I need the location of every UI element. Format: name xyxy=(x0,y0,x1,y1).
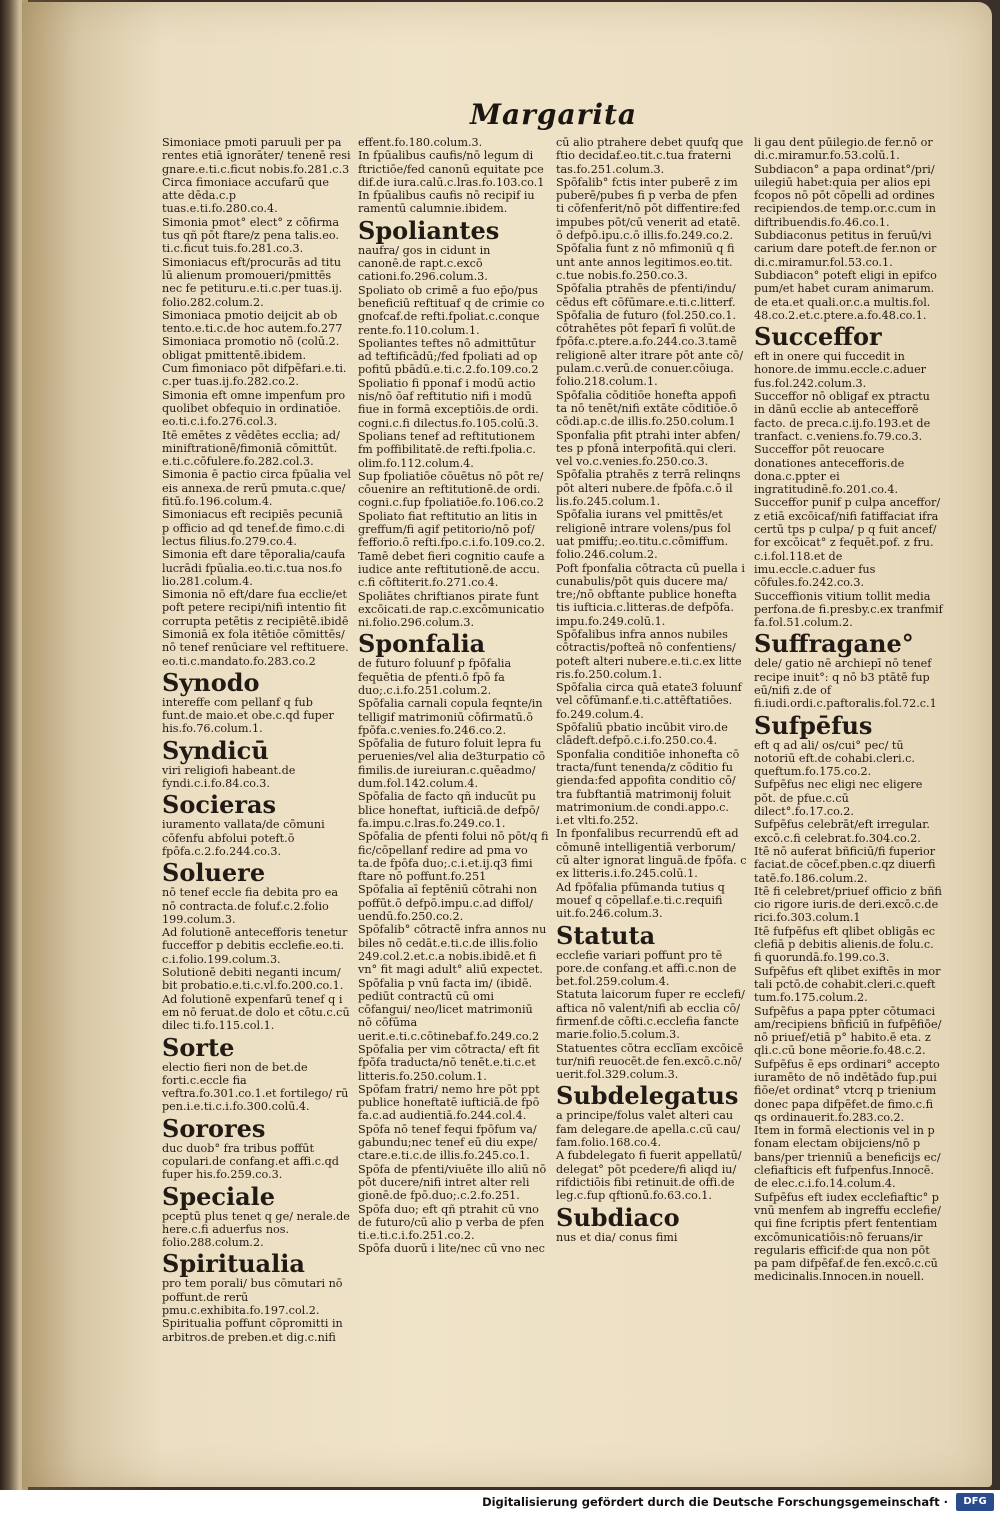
index-entry: Spoliato fiat reftitutio an litis in greffum/fi agif petitorio/nō pof/ fefforio.ō refti.fpo.c.i.fo.109.co.2. xyxy=(358,509,546,550)
index-entry: Itē fi celebret/priuef officio z bñfi cio rigore iuris.de deri.excō.c.de rici.fo.303.colum.1 xyxy=(754,884,942,925)
index-entry: Spōfalia iurans vel pmittēs/et religionē intrare volens/pus fol uat pmiffu;.eo.titu.c.cōmiffum. folio.246.colum.2. xyxy=(556,508,731,562)
entry-headword: Succeffor xyxy=(754,322,882,352)
index-entry: Simonia ē pactio circa fpūalia vel eis annexa.de rerū pmuta.c.que/ fitū.fo.196.colum.4. xyxy=(162,468,351,509)
index-entry: Spolians tenef ad reftitutionem fm poffibilitatē.de refti.fpolia.c. olim.fo.112.colum.4. xyxy=(358,429,536,470)
index-entry: Spōfalia p vnū facta im/ (ibidē. pediūt contractū cū omi cōfangui/ neo/licet matrimoniū nō cōfūma uerit.e.ti.c.cōtinebaf.fo.249.co.2 xyxy=(358,976,540,1043)
index-entry: Sufpēfus ē eps ordinari° accepto iuramēto de nō indētādo fup.pui fiōe/et ordinat° vtcrq p trienium donec papa difpēfet.de fimo.c.fi qs ordinauerit.fo.283.co.2. xyxy=(754,1057,940,1124)
entry-headword: Syndicū xyxy=(162,735,269,765)
index-entry: Tamē debet fieri cognitio caufe a iudice ante reftitutionē.de accu. c.fi cōftiterit.fo.271.co.4. xyxy=(358,549,545,590)
index-entry: eft in onere qui fuccedit in honore.de immu.eccle.c.aduer fus.fol.242.colum.3. xyxy=(754,350,927,390)
index-entry: Sup fpoliatiōe cōuētus nō pōt re/ cōuenire an reftitutionē.de ordi. cogni.c.fup fpoliatiōe.fo.106.co.2 xyxy=(358,469,544,510)
index-entry: Sufpēfus celebrāt/eft irregular. excō.c.fi celebrat.fo.304.co.2. xyxy=(754,818,930,845)
index-entry: Spōfa duo; eft qñ ptrahit cū vno de futuro/cū alio p verba de pfen ti.e.ti.c.i.fo.251.co.2. xyxy=(358,1202,545,1243)
index-entry: Spōfalibus infra annos nubiles cōtractis/pofteā nō confentiens/ poteft alteri nubere.e.ti.c.ex litte ris.fo.250.colum.1. xyxy=(556,627,742,681)
index-entry: Sufpēfus a papa ppter cōtumaci am/recipiens bñficiū in fufpēfiōe/ nō priuef/etiā p° habito.ē eta. z qli.c.cū bone mēorie.fo.48.c.2. xyxy=(754,1004,942,1058)
index-entry: Sufpēfus eft iudex ecclefiaftic° p vnū menfem ab ingreffu ecclefie/ qui fine fcriptis pfert fententiam excōmunicatiōis:nō feruans/ir regularis efficif:de qua non pōt pa pam difpēfaf.de fen.excō.c.cū medicinalis.Innocen.in nouell. xyxy=(754,1190,941,1284)
index-entry: Spōfalia de facto qñ inducūt pu blice honeftat, iufticiā.de defpō/ fa.impu.c.lras.fo.249.co.1. xyxy=(358,790,540,830)
entry-headword: Sorores xyxy=(162,1113,266,1143)
index-entry: Subdiacon° poteft eligi in epifco pum/et habet curam animarum. de eta.et quali.or.c.a multis.fol. 48.co.2.et.c.ptere.a.fo.48.co.1. xyxy=(754,268,937,322)
index-entry: Succeffor punif p culpa anceffor/ z etiā excōicaf/nifi fatiffaciat ifra certū tps p culpa/ p q fuit ancef/ for excōicat° z fequēt.pof. z fru. c.i.fol.118.et de imu.eccle.c.aduer fus cōfules.fo.242.co.3. xyxy=(754,496,941,590)
index-entry: Spiritualia poffunt cōpromitti in arbitros.de preben.et dig.c.nifi xyxy=(162,1317,343,1344)
index-entry: Sufpēfus eft qlibet exiftēs in mor tali pctō.de cohabit.cleri.c.queft tum.fo.175.colum.2. xyxy=(754,964,941,1005)
index-entry: Spōfa de pfenti/viuēte illo aliū nō pōt ducere/nifi intret alter reli gionē.de fpō.duo;.c.2.fo.251. xyxy=(358,1162,547,1203)
index-entry: Itē fufpēfus eft qlibet obligās ec clefiā p debitis alienis.de folu.c. fi quorundā.fo.199.co.3. xyxy=(754,924,936,965)
entry-headword: Socieras xyxy=(162,790,277,820)
index-entry: Simoniace pmoti paruuli per pa rentes etiā ignorāter/ tenenē resi gnare.e.ti.c.ficut nobis.fo.281.c.3 xyxy=(162,136,351,176)
entry-headword: Sorte xyxy=(162,1032,235,1062)
index-entry: Spoliātes chriftianos pirate funt excōicati.de rap.c.excōmunicatio ni.folio.296.colum.3. xyxy=(358,589,545,630)
index-entry: a principe/folus valet alteri cau fam delegare.de apella.c.cū cau/ fam.folio.168.co.4. xyxy=(556,1109,741,1150)
index-entry: viri religiofi habeant.de fyndi.c.i.fo.84.co.3. xyxy=(162,763,296,791)
index-entry: Circa fimoniace accufarū que atte dēda.c.p tuas.e.ti.fo.280.co.4. xyxy=(162,175,329,216)
index-entry: Poft fponfalia cōtracta cū puella i cunabulis/pōt quis ducere ma/ tre;/nō obftante publice honefta tis iufticia.c.litteras.de defpōfa. impu.fo.249.colū.1. xyxy=(556,561,745,628)
running-title: Margarita xyxy=(470,98,638,131)
index-entry: eft q ad ali/ os/cui° pec/ tū notoriū eft.de cohabi.cleri.c. queftum.fo.175.co.2. xyxy=(754,738,915,779)
index-entry: Succeffor pōt reuocare donationes antecefforis.de dona.c.ppter ei ingratitudinē.fo.201.co.4. xyxy=(754,443,905,497)
entry-headword: Synodo xyxy=(162,667,260,697)
text-column-4 xyxy=(754,136,944,1286)
index-entry: Spōfalia de futuro foluit lepra fu peruenies/vel alia de3turpatio cō fimilis.de iureiuran.c.quēadmo/ dum.fol.142.colum.4. xyxy=(358,737,546,791)
entry-headword: Sufpēfus xyxy=(754,710,873,740)
index-entry: Spōfalia ptrahēs z terrā relinqns pōt alteri nubere.de fpōfa.c.ō il lis.fo.245.colum.1. xyxy=(556,468,741,509)
index-entry: Spōfalia de pfenti folui nō pōt/q fi fic/cōpellanf redire ad pma vo ta.de fpōfa duo;.c.i.et.ij.q3 fimi ftare nō poffunt.fo.251 xyxy=(358,830,549,884)
text-column-3 xyxy=(556,136,748,1286)
index-entry: Ad folutionē antecefforis tenetur fucceffor p debitis ecclefie.eo.ti. c.i.folio.199.colum.3. xyxy=(162,926,348,966)
index-entry: Spōfalia cōditiōe honefta appofi ta nō tenēt/nifi extāte cōditiōe.ō cōdi.ap.c.de illis.fo.250.colum.1 xyxy=(556,388,738,429)
index-entry: electio fieri non de bet.de forti.c.eccle fia veftra.fo.301.co.1.et fortilego/ rū pen.i.e.ti.c.i.fo.300.colū.4. xyxy=(162,1060,349,1114)
text-column-1 xyxy=(162,136,352,1344)
entry-headword: Spoliantes xyxy=(358,215,500,245)
index-entry: In fpūalibus caufis/nō legum di ftrictiōe/fed canonū equitate pce dif.de iura.calū.c.lras.fo.103.co.1 xyxy=(358,149,545,189)
index-entry: Sponfalia conditiōe inhonefta cō tracta/funt tenenda/z cōditio fu gienda:fed appofita conditio cō/ tra fubftantiā matrimonij foluit matrimonium.de condi.appo.c. i.et vlti.fo.252. xyxy=(556,747,740,828)
index-entry: Spōfa duorū i lite/nec cū vno nec xyxy=(358,1242,545,1256)
index-entry: Simoniacus eft/procurās ad titu lū alienum promoueri/pmittēs nec fe petituru.e.ti.c.per tuas.ij. folio.282.colum.2. xyxy=(162,255,343,309)
text-column-2 xyxy=(358,136,550,1286)
index-entry: nus et dia/ conus fimi xyxy=(556,1230,678,1244)
index-entry: Simoniaca promotio nō (colū.2. obligat pmittentē.ibidem. xyxy=(162,335,340,362)
index-entry: pro tem porali/ bus cōmutari nō poffunt.de rerū pmu.c.exhibita.fo.197.col.2. xyxy=(162,1277,343,1318)
entry-headword: Sponfalia xyxy=(358,629,486,659)
entry-headword: Statuta xyxy=(556,920,656,950)
index-entry: Spōfalia aī feptēniū cōtrahi non poffūt.ō defpō.impu.c.ad diffol/ uendū.fo.250.co.2. xyxy=(358,883,538,924)
index-entry: intereffe com pellanf q fub funt.de maio.et obe.c.qd fuper his.fo.76.colum.1. xyxy=(162,695,334,736)
index-entry: Subdiacon° a papa ordinat°/pri/ uilegiū habet:quia per alios epi fcopos nō pōt cōpelli ad ordines recipiendos.de temp.or.c.cum in diftribuendis.fo.46.co.1. xyxy=(754,162,937,229)
index-entry: Spōfalia funt z nō mfimoniū q fi unt ante annos legitimos.eo.tit. c.tue nobis.fo.250.co.3. xyxy=(556,242,735,282)
index-entry: Sponfalia pfit ptrahi inter abfen/ tes p pfonā interpofitā.qui cleri. vel vo.c.venies.fo.250.co.3. xyxy=(556,428,741,469)
index-entry: Spoliato ob crimē a fuo ep̄o/pus beneficiū reftituaf q de crimie co gnofcaf.de refti.fpoliat.c.conque rente.fo.110.colum.1. xyxy=(358,283,545,337)
entry-headword: Soluere xyxy=(162,858,266,888)
index-entry: A fubdelegato fi fuerit appellatū/ delegat° pōt pcedere/fi aliqd iu/ rifdictiōis fibi retinuit.de offi.de leg.c.fup qftionū.fo.63.co.1. xyxy=(556,1149,742,1203)
index-entry: Solutionē debiti neganti incum/ bit probatio.e.ti.c.vl.fo.200.co.1. xyxy=(162,966,344,993)
index-entry: Simoniacus eft recipiēs pecuniā p officio ad qd tenef.de fimo.c.di lectus filius.fo.279.co.4. xyxy=(162,508,345,548)
index-entry: Itē nō auferat bñficiū/fi fuperior faciat.de cōcef.pben.c.qz diuerfi tatē.fo.186.colum.2. xyxy=(754,844,936,885)
index-entry: Simonia eft dare tēporalia/caufa lucrādi fpūalia.eo.ti.c.tua nos.fo lio.281.colum.4. xyxy=(162,548,346,588)
index-entry: Simonia pmot° elect° z cōfirma tus qñ pōt ftare/z pena talis.eo. ti.c.ficut tuis.fo.281.co.3. xyxy=(162,215,340,256)
index-entry: Spōfam fratri/ nemo hre pōt ppt publice honeftatē iufticiā.de fpō fa.c.ad audientiā.fo.244.col.4. xyxy=(358,1082,540,1123)
index-entry: Statuta laicorum fuper re ecclefi/ aftica nō valent/nifi ab ecclia cō/ firmenf.de cōfti.c.ecclefia fancte marie.folio.5.colum.3. xyxy=(556,988,745,1042)
entry-headword: Subdiaco xyxy=(556,1202,680,1232)
index-entry: dele/ gatio nē archiepī nō tenef recipe inuit°: q nō b3 ptātē fup eū/nifi z.de of fi.iudi.ordi.c.paftoralis.fol.72.c.1 xyxy=(754,657,937,711)
index-entry: Succeffor nō obligaf ex ptractu in dānū ecclie ab antecefforē facto. de preca.c.ij.fo.193.et de tranfact. c.veniens.fo.79.co.3. xyxy=(754,390,931,443)
index-entry: Spoliantes teftes nō admittūtur ad teftificādū;/fed fpoliati ad op pofitū pbādū.e.ti.c.2.fo.109.co.2 xyxy=(358,336,539,377)
index-entry: pceptū plus tenet q ge/ nerale.de here.c.fi aduerfus nos. folio.288.colum.2. xyxy=(162,1209,350,1250)
index-entry: li gau dent pūilegio.de fer.nō or di.c.miramur.fo.53.colū.1. xyxy=(754,136,933,163)
index-entry: Spōfalia per vim cōtracta/ eft fit fpōfa traducta/nō tenēt.e.ti.c.et litteris.fo.250.colum.1. xyxy=(358,1043,540,1083)
funding-notice: Digitalisierung gefördert durch die Deutsche Forschungsgemeinschaft · xyxy=(482,1495,948,1509)
index-entry: Cum fimoniaco pōt difpēfari.e.ti. c.per tuas.ij.fo.282.co.2. xyxy=(162,362,347,389)
index-entry: effent.fo.180.colum.3. xyxy=(358,136,483,149)
index-entry: Spōfalia ptrahēs de pfenti/indu/ cēdus eft cōfūmare.e.ti.c.litterf. xyxy=(556,282,736,309)
index-entry: Simonia nō eft/dare fua ecclie/et poft petere recipi/nifi intentio fit corrupta petētis z recipiētē.ibidē xyxy=(162,588,349,628)
dfg-logo: DFG xyxy=(956,1493,994,1511)
index-entry: Spōfalib° fctis inter puberē z im puberē/pubes fi p verba de pfen ti cōfenferit/nō pōt diffentire:fed impubes pōt/cū venerit ad etatē. ō defpō.ipu.c.ō illis.fo.249.co.2. xyxy=(556,175,741,243)
index-entry: nō tenef eccle fia debita pro ea nō contracta.de foluf.c.2.folio 199.colum.3. xyxy=(162,886,339,926)
index-entry: Spōfa nō tenef fequi fpōfum va/ gabundu;nec tenef eū diu expe/ ctare.e.ti.c.de illis.fo.245.co.1. xyxy=(358,1122,538,1163)
entry-headword: Speciale xyxy=(162,1181,276,1211)
index-entry: naufra/ gos in cidunt in canonē.de rapt.c.excō cationi.fo.296.colum.3. xyxy=(358,243,491,284)
entry-headword: Spiritualia xyxy=(162,1249,305,1279)
index-entry: iuramento vallata/de cōmuni cōfenfu abfolui poteft.ō fpōfa.c.2.fo.244.co.3. xyxy=(162,818,325,858)
index-entry: Ad fpōfalia pfūmanda tutius q mouef q cōpellaf.e.ti.c.requifi uit.fo.246.colum.3. xyxy=(556,880,725,921)
index-entry: duc duob° fra tribus poffūt copulari.de confang.et affi.c.qd fuper his.fo.259.co.3. xyxy=(162,1141,339,1182)
index-entry: Ad folutionē expenfarū tenef q i em nō feruat.de dolo et cōtu.c.cū dilec ti.fo.115.col.1. xyxy=(162,992,350,1033)
index-entry: ecclefie variari poffunt pro tē pore.de confang.et affi.c.non de bet.fol.259.colum.4. xyxy=(556,948,737,989)
page-gutter-shadow xyxy=(22,0,162,1490)
index-entry: Simonia eft omne impenfum pro quolibet obfequio in ordinatiōe. eo.ti.c.i.fo.276.col.3. xyxy=(162,388,346,429)
index-entry: Subdiaconus petitus in feruū/vi carium dare poteft.de fer.non or di.c.miramur.fol.53.co.1. xyxy=(754,229,937,269)
index-entry: Spōfalib° cōtractē infra annos nu biles nō cedāt.e.ti.c.de illis.folio 249.col.2.et.c.a nobis.ibidē.et fi vn° fit magi adult° aliū expectet. xyxy=(358,923,547,977)
index-entry: Statuentes cōtra ecclīam excōicē tur/nifi reuocēt.de fen.excō.c.nō/ uerit.fol.329.colum.3. xyxy=(556,1041,744,1082)
index-entry: Simoniā ex fola itētiōe cōmittēs/ nō tenef renūciare vel reftituere. eo.ti.c.mandato.fo.283.co.2 xyxy=(162,627,349,668)
index-entry: Spōfalia circa quā etate3 foluunf vel cōfūmanf.e.ti.c.attēftatiōes. fo.249.colum.4. xyxy=(556,681,742,721)
index-entry: Item in formā electionis vel in p fonam electam obijciens/nō p bans/per trienniū a beneficijs ec/ clefiafticis eft fufpenfus.Innocē. de elec.c.i.fo.14.colum.4. xyxy=(754,1124,941,1191)
index-entry: Spōfalia carnali copula feqnte/in telligif matrimoniū cōfirmatū.ō fpōfa.c.venies.fo.246.co.2. xyxy=(358,697,543,737)
index-entry: Itē emētes z vēdētes ecclia; ad/ miniftrationē/fimoniā cōmittūt. e.ti.c.cōfulere.fo.282.col.3. xyxy=(162,428,340,469)
index-entry: Spōfalia de futuro (fol.250.co.1. cōtrahētes pōt feparī fi volūt.de fpōfa.c.ptere.a.fo.244.co.3.tamē religionē alter itrare pōt ante cō/ pulam.c.verū.de conuer.cōiuga. folio.218.colum.1. xyxy=(556,308,744,389)
index-entry: Spōfaliū pbatio incūbit viro.de clādeft.defpō.c.i.fo.250.co.4. xyxy=(556,721,728,748)
index-entry: In fpūalibus caufis nō recipif iu ramentū calumnie.ibidem. xyxy=(358,189,535,216)
index-entry: Spoliatio fi pponaf i modū actio nis/nō ōaf reftitutio nifi i modū fiue in formā exceptiōis.de ordi. cogni.c.fi dilectus.fo.105.colū.3. xyxy=(358,376,539,430)
index-entry: Succeffionis vitium tollit media perfona.de fi.presby.c.ex tranfmif fa.fol.51.colum.2. xyxy=(754,589,943,630)
index-entry: de futuro foluunf p fpōfalia fequētia de pfenti.ō fpō fa duo;.c.i.fo.251.colum.2. xyxy=(358,657,512,697)
index-entry: Simoniaca pmotio deijcit ab ob tento.e.ti.c.de hoc autem.fo.277 xyxy=(162,308,343,336)
index-entry: Sufpēfus nec eligi nec eligere pōt. de pfue.c.cū dilect°.fo.17.co.2. xyxy=(754,778,923,819)
entry-headword: Suffragane° xyxy=(754,629,914,659)
entry-headword: Subdelegatus xyxy=(556,1081,739,1111)
index-entry: In fponfalibus recurrendū eft ad cōmunē intelligentiā verborum/ cū alter ignorat linguā.de fpōfa. c ex litteris.i.fo.245.colū.1. xyxy=(556,827,747,881)
index-entry: cū alio ptrahere debet quufq que ftio decidaf.eo.tit.c.tua fraterni tas.fo.251.colum.3. xyxy=(556,136,744,176)
